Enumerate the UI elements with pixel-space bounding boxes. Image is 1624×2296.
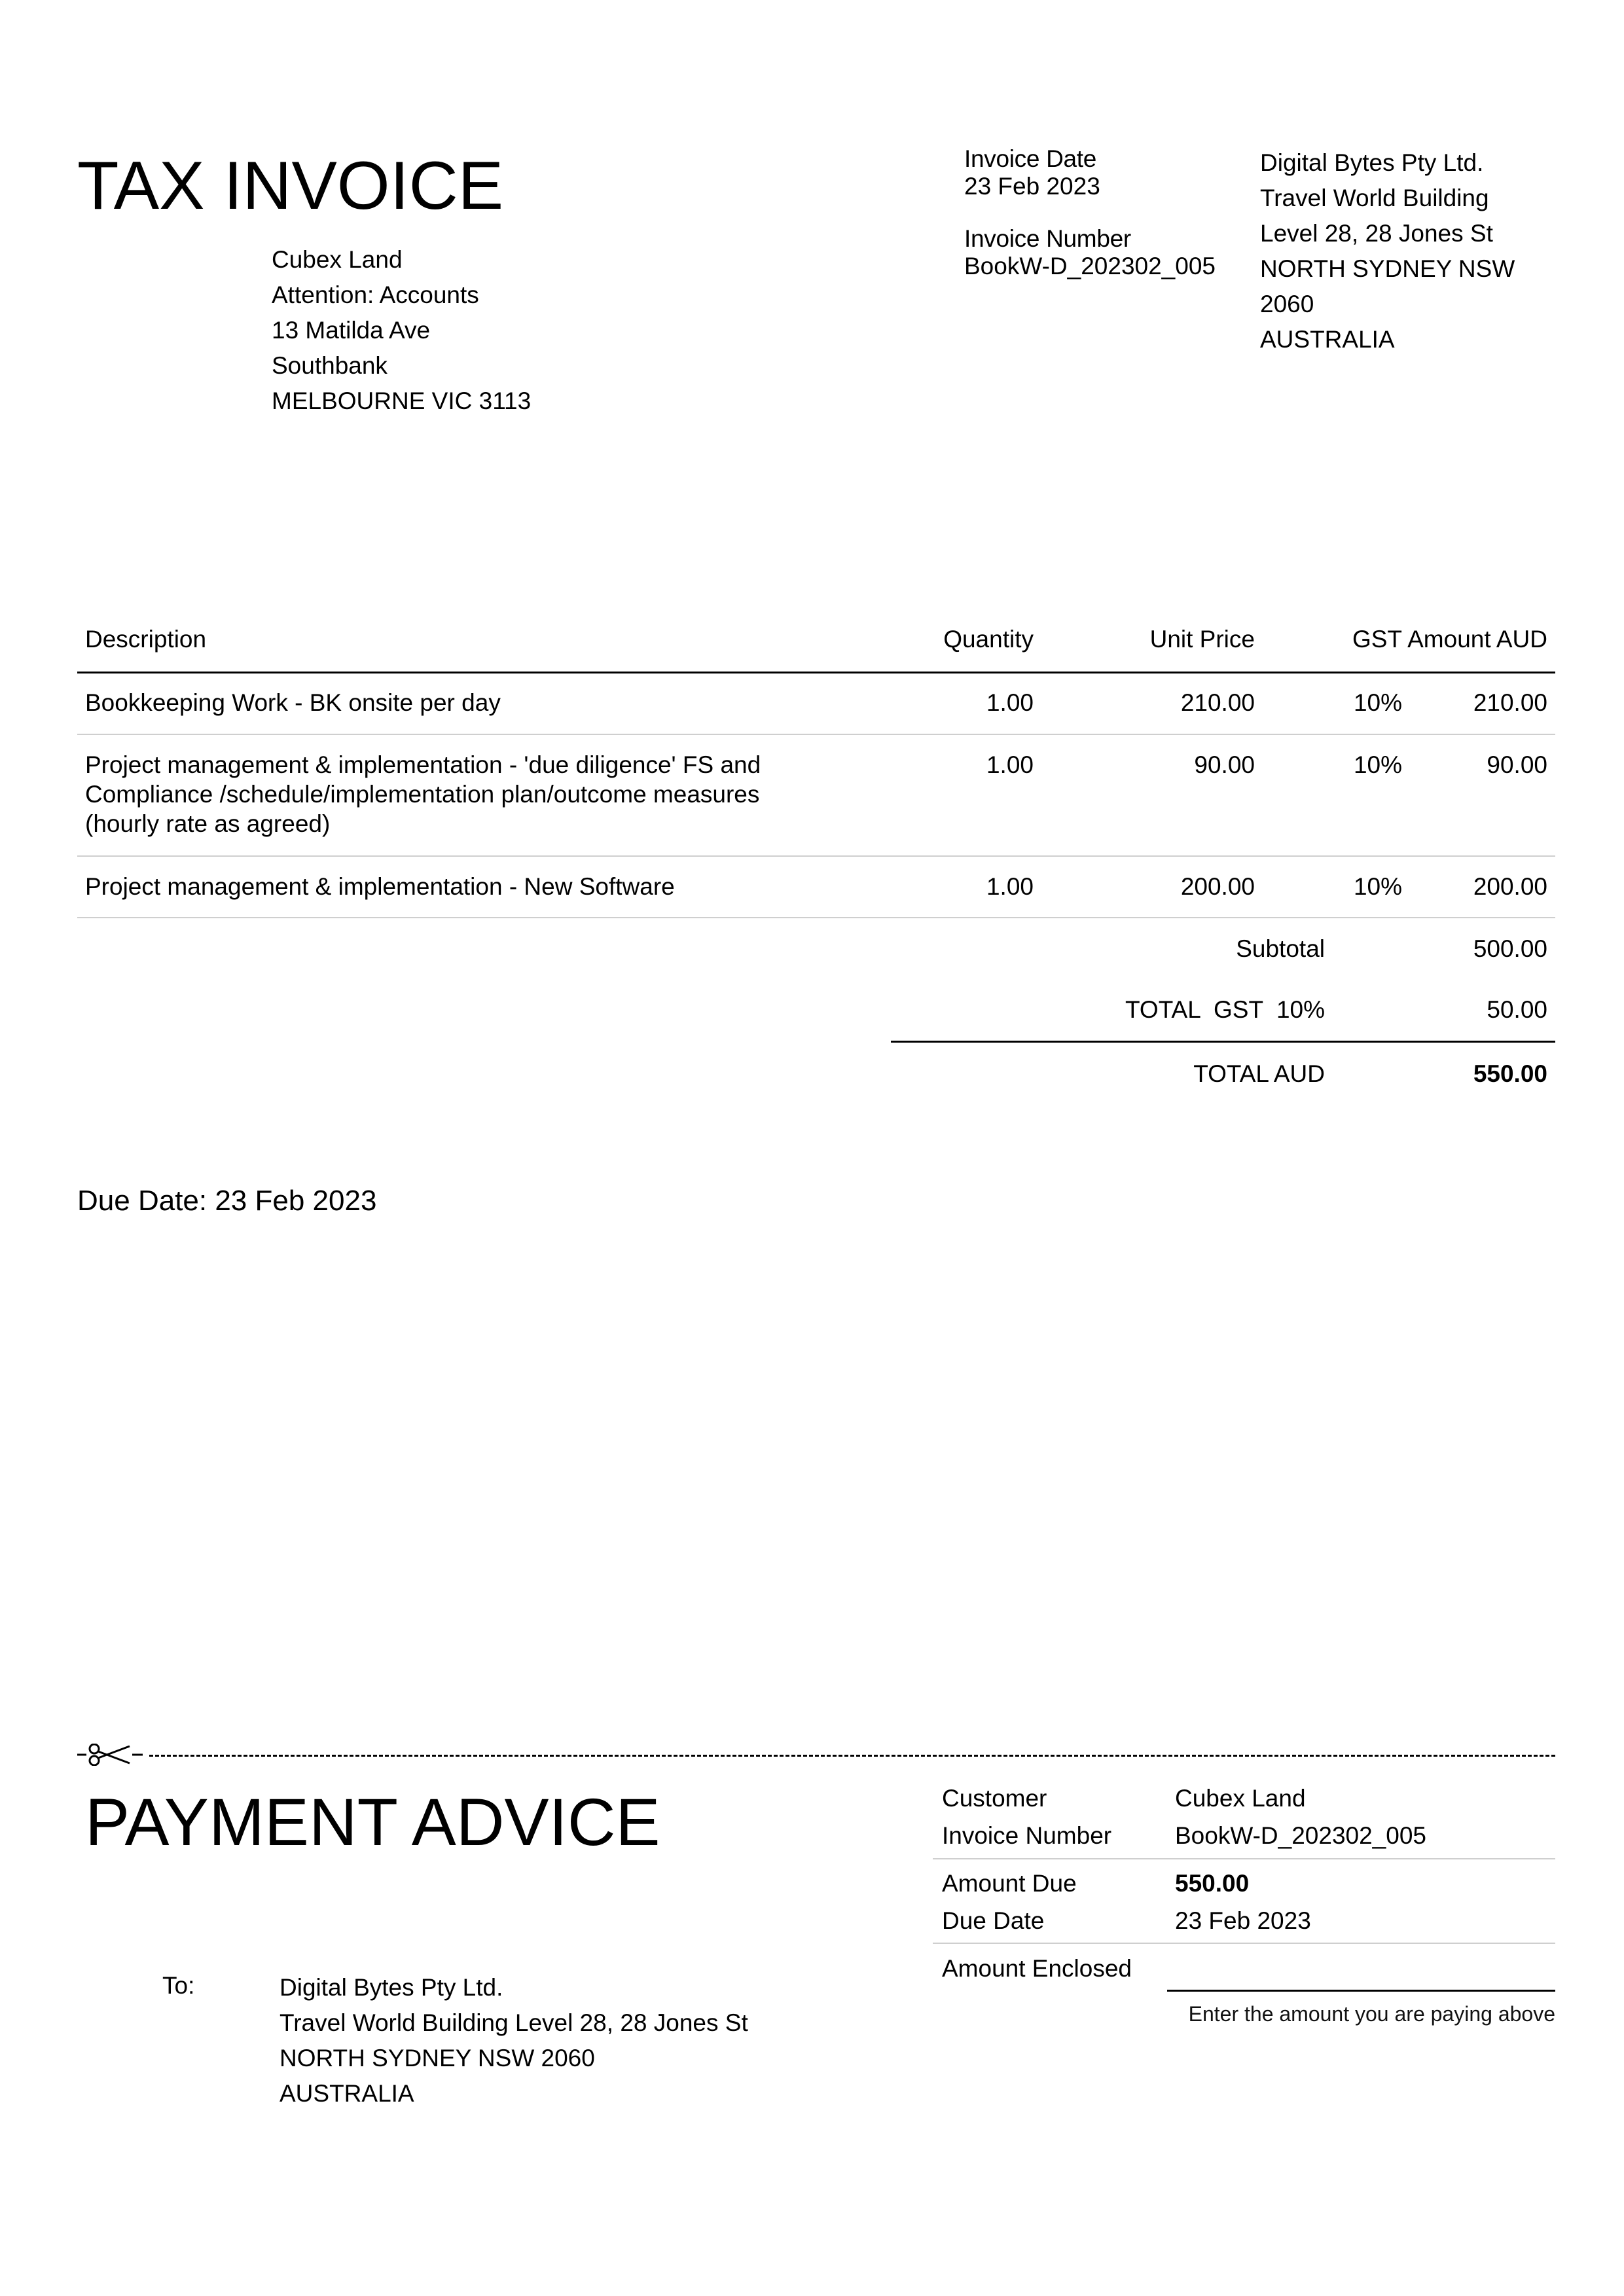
customer-address-line: Cubex Land [272,246,403,273]
invoice-number: BookW-D_202302_005 [964,253,1216,279]
invoice-date-label: Invoice Date [964,145,1097,172]
totals-divider [891,1041,1555,1043]
to-label: To: [162,1972,195,1999]
pa-amount-enclosed-label: Amount Enclosed [942,1955,1132,1982]
remit-address-line: NORTH SYDNEY NSW 2060 [280,2045,595,2072]
supplier-address-line: Travel World Building [1260,185,1489,211]
row-amount: 200.00 [1473,873,1547,900]
subtotal-value: 500.00 [1473,935,1547,962]
amount-enclosed-hint: Enter the amount you are paying above [1188,2002,1555,2026]
pa-due-date-label: Due Date [942,1907,1045,1934]
total-gst-label: TOTAL GST 10% [1125,996,1325,1023]
customer-address-line: Southbank [272,352,388,379]
row-divider [77,734,1555,735]
col-header-amount: Amount AUD [1407,626,1547,653]
row-quantity: 1.00 [986,751,1034,778]
pa-divider [933,1943,1555,1944]
supplier-address-line: AUSTRALIA [1260,326,1395,353]
customer-address [272,242,531,419]
pa-invoice-number: BookW-D_202302_005 [1175,1822,1426,1849]
supplier-address-line: Level 28, 28 Jones St [1260,220,1493,247]
customer-address-line: Attention: Accounts [272,281,479,308]
due-date: Due Date: 23 Feb 2023 [77,1185,377,1217]
row-divider [77,917,1555,918]
row-gst: 10% [1353,689,1402,716]
row-unit-price: 200.00 [1180,873,1255,900]
col-header-quantity: Quantity [943,626,1034,653]
pa-amount-due: 550.00 [1175,1870,1250,1897]
remit-to-address [280,1970,748,2111]
row-gst: 10% [1353,751,1402,778]
pa-due-date: 23 Feb 2023 [1175,1907,1311,1934]
invoice-date: 23 Feb 2023 [964,173,1100,200]
line-items-table [77,625,1555,920]
supplier-address-line: Digital Bytes Pty Ltd. [1260,149,1484,176]
pa-divider [933,1858,1555,1859]
remit-address-line: AUSTRALIA [280,2080,414,2107]
col-header-gst: GST [1352,626,1402,653]
invoice-meta [964,145,1216,280]
row-unit-price: 210.00 [1180,689,1255,716]
header-divider [77,672,1555,673]
invoice-number-label: Invoice Number [964,225,1131,252]
row-description: Project management & implementation - New Software [85,873,675,900]
invoice-title: TAX INVOICE [77,148,504,224]
pa-customer-label: Customer [942,1785,1047,1812]
customer-address-line: 13 Matilda Ave [272,317,431,344]
row-gst: 10% [1353,873,1402,900]
payment-advice-title: PAYMENT ADVICE [85,1785,660,1859]
row-amount: 90.00 [1487,751,1547,778]
customer-address-line: MELBOURNE VIC 3113 [272,387,532,414]
col-header-unit-price: Unit Price [1149,626,1255,653]
subtotal-label: Subtotal [1236,935,1325,962]
supplier-address-line: NORTH SYDNEY NSW [1260,255,1515,282]
pa-invoice-number-label: Invoice Number [942,1822,1112,1849]
amount-enclosed-field[interactable] [1167,1990,1555,1992]
row-unit-price: 90.00 [1194,751,1255,778]
row-amount: 210.00 [1473,689,1547,716]
scissors-icon [77,1744,143,1766]
total-aud-label: TOTAL AUD [1193,1060,1325,1087]
row-description: Bookkeeping Work - BK onsite per day [85,689,501,716]
supplier-address-line: 2060 [1260,291,1314,317]
col-header-description: Description [85,626,207,653]
dashed-divider [149,1755,1555,1757]
row-divider [77,855,1555,857]
pa-customer: Cubex Land [1175,1785,1306,1812]
row-quantity: 1.00 [986,873,1034,900]
remit-address-line: Travel World Building Level 28, 28 Jones St [280,2009,748,2036]
remit-address-line: Digital Bytes Pty Ltd. [280,1974,503,2001]
supplier-address [1260,145,1515,357]
cut-line [77,1744,1555,1766]
total-gst-value: 50.00 [1487,996,1547,1023]
total-aud-value: 550.00 [1473,1060,1547,1087]
row-description: Project management & implementation - 'due diligence' FS and Compliance /schedule/implementation plan/outcome measures (hourly rate as agreed) [85,751,761,837]
row-quantity: 1.00 [986,689,1034,716]
pa-amount-due-label: Amount Due [942,1870,1077,1897]
